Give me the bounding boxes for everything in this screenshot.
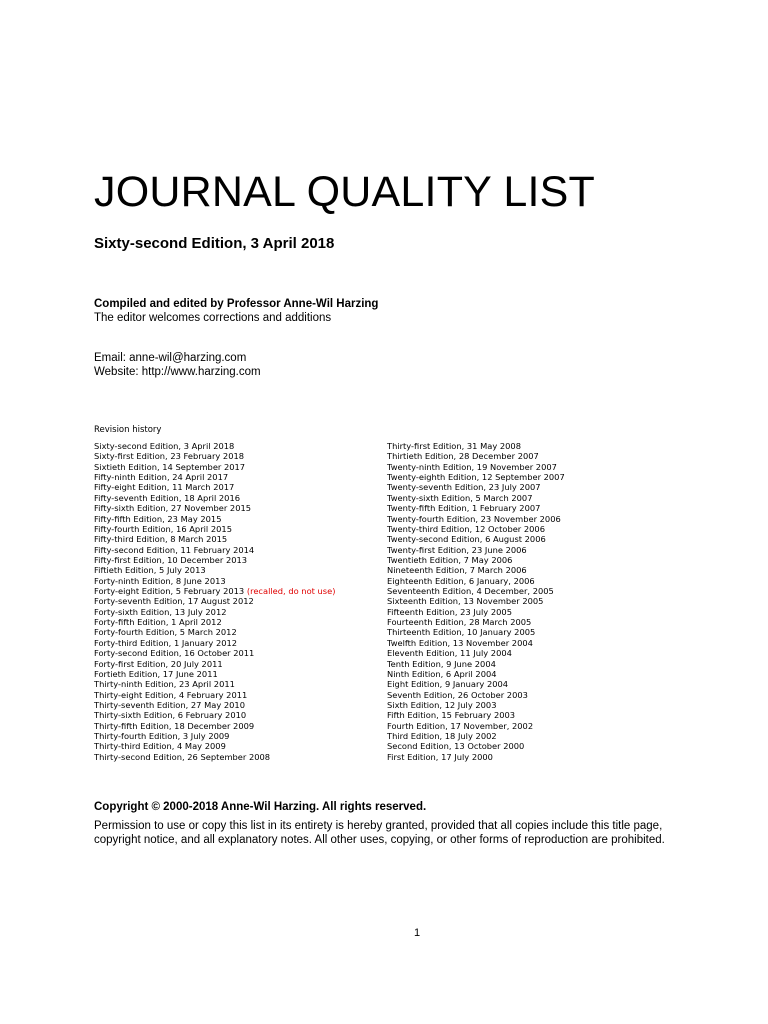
revision-item: Fifth Edition, 15 February 2003 — [387, 710, 516, 721]
revision-item: Thirty-eight Edition, 4 February 2011 — [94, 689, 248, 700]
revision-item: Sixteenth Edition, 13 November 2005 — [387, 596, 544, 607]
revision-item: Eighteenth Edition, 6 January, 2006 — [387, 575, 535, 586]
revision-item: Fourteenth Edition, 28 March 2005 — [387, 617, 532, 628]
revision-item: Second Edition, 13 October 2000 — [387, 741, 525, 752]
revision-item: Fifty-fifth Edition, 23 May 2015 — [94, 513, 222, 524]
revision-item: Thirty-third Edition, 4 May 2009 — [94, 741, 226, 752]
revision-history-heading: Revision history — [94, 425, 162, 435]
revision-item: Sixty-second Edition, 3 April 2018 — [94, 441, 235, 451]
contact-block — [94, 351, 261, 379]
revision-item: Forty-ninth Edition, 8 June 2013 — [94, 575, 226, 586]
revision-item: Third Edition, 18 July 2002 — [387, 731, 497, 742]
revision-item: Eight Edition, 9 January 2004 — [387, 679, 509, 690]
revision-item: Sixtieth Edition, 14 September 2017 — [94, 461, 246, 472]
revision-item: Fifty-sixth Edition, 27 November 2015 — [94, 503, 252, 514]
revision-item: Sixth Edition, 12 July 2003 — [387, 699, 497, 710]
revision-item: Twenty-third Edition, 12 October 2006 — [387, 523, 545, 534]
revision-item: Tenth Edition, 9 June 2004 — [387, 658, 496, 669]
document-title: JOURNAL QUALITY LIST — [94, 168, 596, 216]
revision-item: Fifty-ninth Edition, 24 April 2017 — [94, 472, 229, 483]
revision-item: Twenty-first Edition, 23 June 2006 — [387, 544, 527, 555]
revision-item: Thirtieth Edition, 28 December 2007 — [387, 451, 539, 462]
revision-item: Fiftieth Edition, 5 July 2013 — [94, 565, 206, 576]
revision-item: Ninth Edition, 6 April 2004 — [387, 668, 497, 679]
revision-item: Twenty-fourth Edition, 23 November 2006 — [387, 513, 561, 524]
revision-item: Sixty-first Edition, 23 February 2018 — [94, 451, 245, 462]
revision-item: Thirty-sixth Edition, 6 February 2010 — [94, 710, 247, 721]
revision-item-recalled — [94, 586, 335, 596]
revision-item: Thirty-second Edition, 26 September 2008 — [94, 751, 271, 762]
revision-item: Seventh Edition, 26 October 2003 — [387, 689, 528, 700]
revision-item: Forty-first Edition, 20 July 2011 — [94, 658, 223, 669]
page-number: 1 — [414, 927, 421, 939]
edition-subtitle: Sixty-second Edition, 3 April 2018 — [94, 235, 335, 252]
revision-item: Fifty-first Edition, 10 December 2013 — [94, 554, 248, 565]
revision-item: Twenty-second Edition, 6 August 2006 — [387, 534, 546, 545]
revision-item: Forty-second Edition, 16 October 2011 — [94, 648, 255, 659]
revision-item: Forty-fourth Edition, 5 March 2012 — [94, 627, 237, 638]
revision-item: Fifteenth Edition, 23 July 2005 — [387, 606, 512, 617]
revision-item: Fifty-fourth Edition, 16 April 2015 — [94, 523, 232, 534]
revision-item: Thirteenth Edition, 10 January 2005 — [387, 627, 536, 638]
revision-item: Thirty-first Edition, 31 May 2008 — [387, 441, 521, 451]
revision-list-right — [387, 441, 565, 762]
revision-item: Forty-sixth Edition, 13 July 2012 — [94, 606, 227, 617]
revision-item: Nineteenth Edition, 7 March 2006 — [387, 565, 527, 576]
revision-item: Twenty-ninth Edition, 19 November 2007 — [387, 461, 557, 472]
revision-item: Thirty-ninth Edition, 23 April 2011 — [94, 679, 235, 690]
revision-item: Fifty-eight Edition, 11 March 2017 — [94, 482, 235, 493]
revision-item: Fortieth Edition, 17 June 2011 — [94, 668, 218, 679]
email-line: Email: anne-wil@harzing.com — [94, 352, 247, 364]
revision-item: Twelfth Edition, 13 November 2004 — [387, 637, 533, 648]
copyright-notice: Copyright © 2000-2018 Anne-Wil Harzing. All rights reserved. — [94, 801, 427, 813]
revision-item: Twenty-seventh Edition, 23 July 2007 — [387, 482, 541, 493]
website-line: Website: http://www.harzing.com — [94, 366, 261, 378]
revision-item: Twenty-eighth Edition, 12 September 2007 — [387, 472, 565, 483]
compiled-by-line: Compiled and edited by Professor Anne-Wil Harzing — [94, 298, 379, 310]
revision-item: Forty-seventh Edition, 17 August 2012 — [94, 596, 254, 607]
recalled-note: (recalled, do not use) — [246, 586, 336, 597]
revision-item: Seventeenth Edition, 4 December, 2005 — [387, 586, 554, 597]
revision-item-text: Forty-eight Edition, 5 February 2013 — [94, 586, 245, 597]
revision-item: First Edition, 17 July 2000 — [387, 751, 493, 762]
permission-paragraph: Permission to use or copy this list in its entirety is hereby granted, provided that all copies include this title page, copyright notice, and all explanatory notes. All other uses, copying, or other forms of reproduction are prohibited. — [94, 820, 665, 846]
revision-list-left — [94, 441, 335, 762]
revision-item: Thirty-seventh Edition, 27 May 2010 — [94, 699, 245, 710]
revision-item: Twentieth Edition, 7 May 2006 — [387, 554, 513, 565]
revision-item: Fifty-seventh Edition, 18 April 2016 — [94, 492, 241, 503]
revision-item: Forty-fifth Edition, 1 April 2012 — [94, 617, 222, 628]
revision-item: Thirty-fourth Edition, 3 July 2009 — [94, 731, 230, 742]
revision-item: Fifty-third Edition, 8 March 2015 — [94, 534, 228, 545]
compiled-block — [94, 297, 378, 325]
revision-item: Twenty-sixth Edition, 5 March 2007 — [387, 492, 533, 503]
revision-item: Fifty-second Edition, 11 February 2014 — [94, 544, 255, 555]
revision-item: Thirty-fifth Edition, 18 December 2009 — [94, 720, 255, 731]
revision-item: Twenty-fifth Edition, 1 February 2007 — [387, 503, 541, 514]
revision-item: Fourth Edition, 17 November, 2002 — [387, 720, 534, 731]
corrections-note: The editor welcomes corrections and additions — [94, 312, 332, 324]
revision-item: Eleventh Edition, 11 July 2004 — [387, 648, 512, 659]
revision-item: Forty-third Edition, 1 January 2012 — [94, 637, 238, 648]
